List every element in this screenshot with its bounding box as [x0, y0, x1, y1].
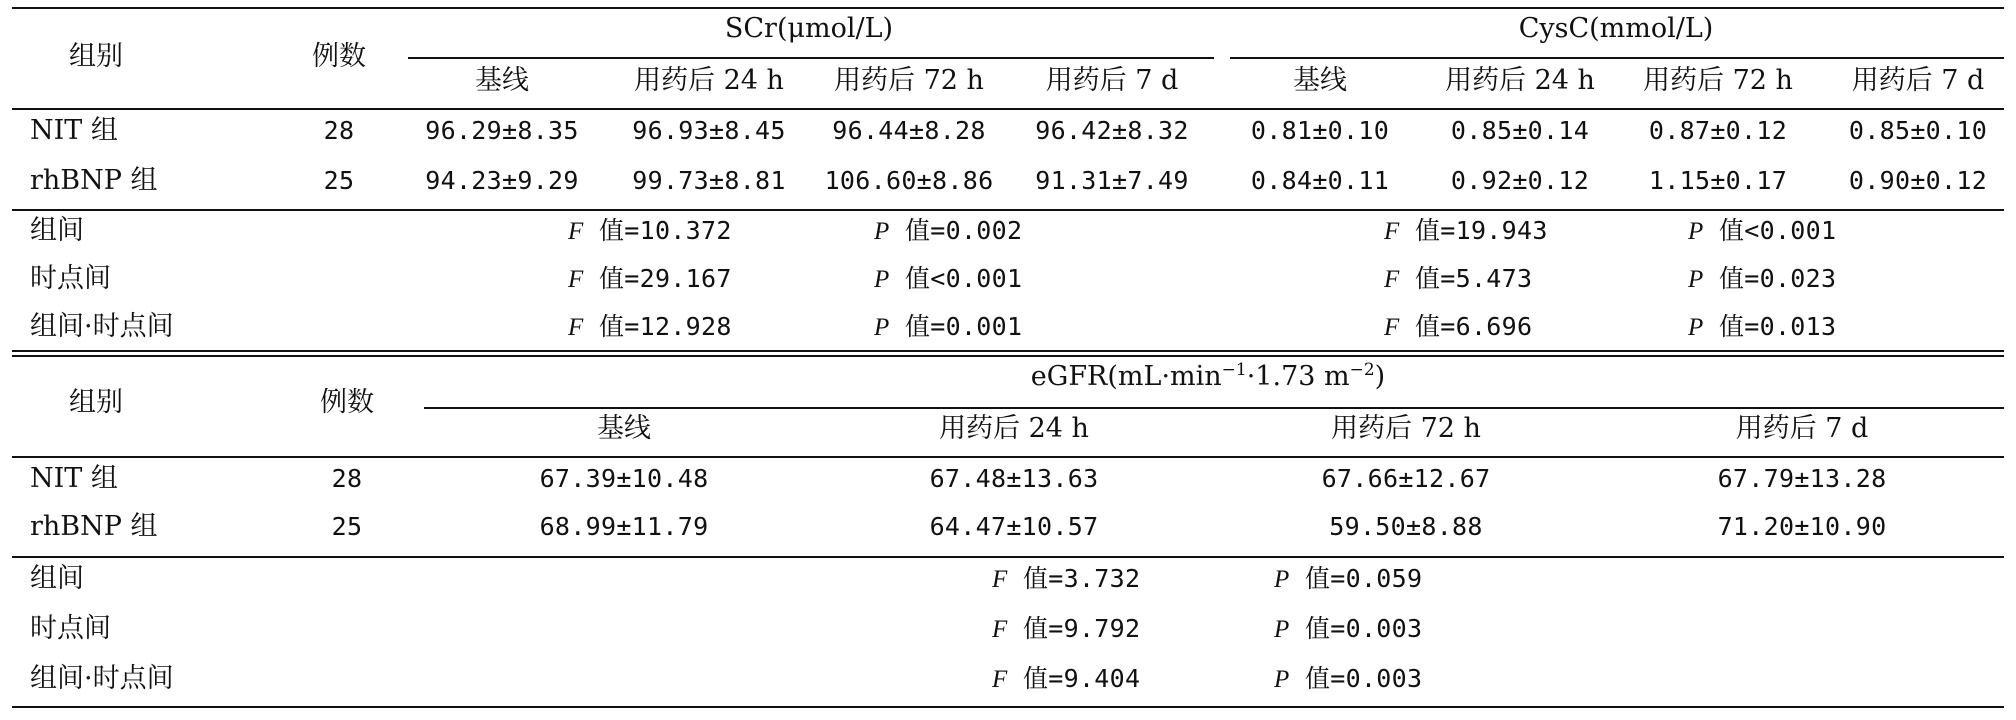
egfr-f-time-points: [992, 614, 1140, 645]
f-value: 值=12.928: [598, 312, 732, 341]
cysc-span-rule: [1230, 57, 2004, 59]
egfr-timepoint-24h: 用药后 24 h: [939, 413, 1089, 444]
egfr-unit-prefix: eGFR(mL·min: [1030, 361, 1222, 392]
cysc-p-interaction: [1688, 312, 1836, 343]
scr-timepoint-72h: 用药后 72 h: [834, 65, 984, 96]
scr-timepoint-7d: 用药后 7 d: [1045, 65, 1179, 96]
p-symbol: P: [1688, 314, 1704, 341]
rhbnp-cysc-72h: 1.15±0.17: [1648, 166, 1788, 195]
scr-f-interaction: [568, 312, 732, 343]
row-count-rhbnp: 25: [323, 166, 355, 195]
p-symbol: P: [1274, 616, 1290, 643]
egfr-f-interaction: [992, 664, 1140, 695]
f-symbol: F: [568, 314, 584, 341]
rhbnp-scr-24h: 99.73±8.81: [632, 166, 786, 195]
t2-col-header-count: 例数: [320, 387, 374, 418]
egfr-unit-suffix: ): [1374, 361, 1386, 392]
f-value: 值=6.696: [1414, 312, 1533, 341]
t2-row-count-rhbnp: 25: [331, 512, 363, 541]
p-value: 值<0.001: [904, 264, 1023, 293]
nit-scr-baseline: 96.29±8.35: [425, 116, 579, 145]
table-2: [12, 356, 2004, 720]
cysc-timepoint-72h: 用药后 72 h: [1643, 65, 1793, 96]
f-value: 值=9.792: [1022, 614, 1141, 643]
scr-f-between-groups: [568, 216, 732, 247]
col-header-count: 例数: [312, 41, 366, 72]
p-value: 值=0.002: [904, 216, 1023, 245]
nit-scr-72h: 96.44±8.28: [832, 116, 986, 145]
nit-egfr-72h: 67.66±12.67: [1321, 464, 1491, 493]
col-header-egfr: [1031, 362, 1385, 392]
header-bottom-rule: [12, 108, 2004, 110]
t2-stat-label-between-groups: 组间: [30, 563, 84, 594]
nit-cysc-7d: 0.85±0.10: [1848, 116, 1988, 145]
stat-label-time-points: 时点间: [30, 263, 111, 294]
p-value: 值=0.003: [1304, 664, 1423, 693]
scr-p-between-groups: [874, 216, 1022, 247]
cysc-f-time-points: [1384, 264, 1532, 295]
nit-cysc-72h: 0.87±0.12: [1648, 116, 1788, 145]
rhbnp-scr-baseline: 94.23±9.29: [425, 166, 579, 195]
nit-cysc-baseline: 0.81±0.10: [1250, 116, 1390, 145]
t2-stat-label-time-points: 时点间: [30, 613, 111, 644]
col-header-group: 组别: [69, 41, 123, 72]
p-symbol: P: [1688, 266, 1704, 293]
egfr-timepoint-baseline: 基线: [597, 413, 651, 444]
egfr-timepoint-7d: 用药后 7 d: [1735, 413, 1869, 444]
f-symbol: F: [1384, 266, 1400, 293]
f-symbol: F: [992, 566, 1008, 593]
table1-bottom-rule-a: [12, 350, 2004, 352]
egfr-p-interaction: [1274, 664, 1422, 695]
t2-data-bottom-rule: [12, 556, 2004, 558]
p-value: 值=0.059: [1304, 564, 1423, 593]
cysc-timepoint-7d: 用药后 7 d: [1851, 65, 1985, 96]
egfr-span-rule: [424, 407, 2004, 409]
f-value: 值=5.473: [1414, 264, 1533, 293]
p-symbol: P: [874, 218, 890, 245]
rhbnp-cysc-24h: 0.92±0.12: [1450, 166, 1590, 195]
t2-header-bottom-rule: [12, 456, 2004, 458]
rhbnp-egfr-baseline: 68.99±11.79: [539, 512, 709, 541]
rhbnp-scr-72h: 106.60±8.86: [824, 166, 994, 195]
nit-egfr-24h: 67.48±13.63: [929, 464, 1099, 493]
nit-egfr-baseline: 67.39±10.48: [539, 464, 709, 493]
t2-row-group-rhbnp: rhBNP 组: [30, 511, 158, 542]
f-value: 值=29.167: [598, 264, 732, 293]
f-value: 值=10.372: [598, 216, 732, 245]
egfr-f-between-groups: [992, 564, 1140, 595]
cysc-f-between-groups: [1384, 216, 1548, 247]
scr-p-interaction: [874, 312, 1022, 343]
rhbnp-cysc-7d: 0.90±0.12: [1848, 166, 1988, 195]
f-symbol: F: [568, 266, 584, 293]
stat-label-between-groups: 组间: [30, 215, 84, 246]
f-value: 值=3.732: [1022, 564, 1141, 593]
f-symbol: F: [992, 616, 1008, 643]
p-value: 值=0.001: [904, 312, 1023, 341]
scr-timepoint-24h: 用药后 24 h: [634, 65, 784, 96]
f-symbol: F: [1384, 218, 1400, 245]
rhbnp-egfr-7d: 71.20±10.90: [1717, 512, 1887, 541]
row-group-rhbnp: rhBNP 组: [30, 165, 158, 196]
nit-egfr-7d: 67.79±13.28: [1717, 464, 1887, 493]
nit-scr-7d: 96.42±8.32: [1035, 116, 1189, 145]
f-value: 值=9.404: [1022, 664, 1141, 693]
t2-row-group-nit: NIT 组: [30, 463, 118, 494]
p-value: 值=0.003: [1304, 614, 1423, 643]
p-symbol: P: [1274, 666, 1290, 693]
table-1: [12, 0, 2004, 356]
col-header-scr: SCr(μmol/L): [724, 13, 894, 44]
egfr-exponent-2: −2: [1349, 360, 1375, 380]
scr-timepoint-baseline: 基线: [475, 65, 529, 96]
row-count-nit: 28: [323, 116, 355, 145]
scr-span-rule: [408, 57, 1214, 59]
rhbnp-scr-7d: 91.31±7.49: [1035, 166, 1189, 195]
cysc-timepoint-24h: 用药后 24 h: [1445, 65, 1595, 96]
egfr-exponent-1: −1: [1221, 360, 1247, 380]
p-symbol: P: [1274, 566, 1290, 593]
cysc-p-time-points: [1688, 264, 1836, 295]
cysc-f-interaction: [1384, 312, 1532, 343]
cysc-timepoint-baseline: 基线: [1293, 65, 1347, 96]
p-symbol: P: [1688, 218, 1704, 245]
cysc-p-between-groups: [1688, 216, 1836, 247]
row-group-nit: NIT 组: [30, 115, 118, 146]
rhbnp-egfr-24h: 64.47±10.57: [929, 512, 1099, 541]
t2-stat-label-interaction: 组间·时点间: [30, 663, 174, 694]
t2-row-count-nit: 28: [331, 464, 363, 493]
p-symbol: P: [874, 314, 890, 341]
p-symbol: P: [874, 266, 890, 293]
bottom-rule: [12, 706, 2004, 708]
f-value: 值=19.943: [1414, 216, 1548, 245]
egfr-unit-mid: ·1.73 m: [1246, 361, 1350, 392]
f-symbol: F: [568, 218, 584, 245]
top-rule: [12, 7, 2004, 9]
egfr-p-time-points: [1274, 614, 1422, 645]
egfr-p-between-groups: [1274, 564, 1422, 595]
rhbnp-cysc-baseline: 0.84±0.11: [1250, 166, 1390, 195]
scr-f-time-points: [568, 264, 732, 295]
stat-label-interaction: 组间·时点间: [30, 311, 174, 342]
p-value: 值<0.001: [1718, 216, 1837, 245]
nit-scr-24h: 96.93±8.45: [632, 116, 786, 145]
col-header-cysc: CysC(mmol/L): [1518, 13, 1714, 44]
scr-p-time-points: [874, 264, 1022, 295]
nit-cysc-24h: 0.85±0.14: [1450, 116, 1590, 145]
egfr-timepoint-72h: 用药后 72 h: [1331, 413, 1481, 444]
p-value: 值=0.023: [1718, 264, 1837, 293]
data-bottom-rule: [12, 209, 2004, 211]
f-symbol: F: [992, 666, 1008, 693]
rhbnp-egfr-72h: 59.50±8.88: [1329, 512, 1483, 541]
f-symbol: F: [1384, 314, 1400, 341]
p-value: 值=0.013: [1718, 312, 1837, 341]
t2-col-header-group: 组别: [69, 387, 123, 418]
